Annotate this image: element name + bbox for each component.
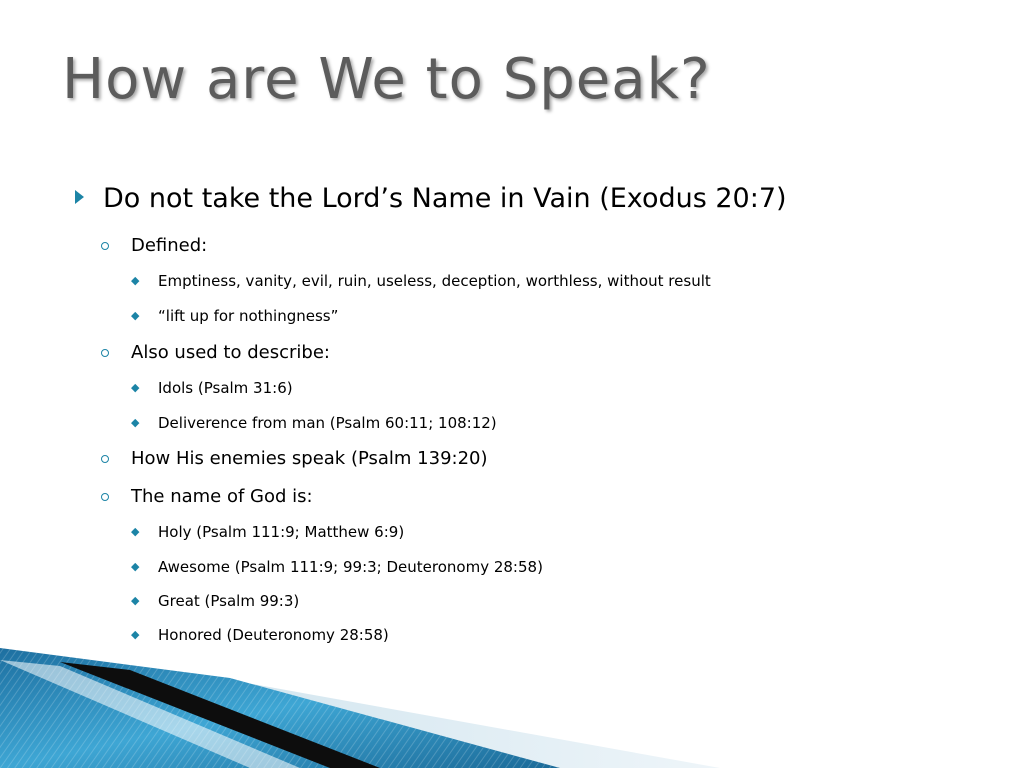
name-label: The name of God is: [131,486,313,507]
small-dot-icon: ◆ [131,560,140,573]
defined-label: Defined: [131,235,208,256]
small-dot-icon: ◆ [131,309,140,322]
name-item-text: Awesome (Psalm 111:9; 99:3; Deuteronomy 28:58) [158,558,543,576]
main-point-text: Do not take the Lord’s Name in Vain (Exodus 20:7) [103,183,787,214]
open-circle-icon [101,349,109,357]
small-dot-icon: ◆ [131,416,140,429]
name-item-text: Great (Psalm 99:3) [158,592,300,610]
open-circle-icon [101,493,109,501]
name-item-text: Honored (Deuteronomy 28:58) [158,626,389,644]
also-used-label: Also used to describe: [131,342,330,363]
small-dot-icon: ◆ [131,525,140,538]
open-circle-icon [101,455,109,463]
also-used-item-text: Idols (Psalm 31:6) [158,379,293,397]
triangle-right-icon [75,190,84,204]
small-dot-icon: ◆ [131,628,140,641]
open-circle-icon [101,242,109,250]
decorative-swoosh [0,600,1024,768]
defined-item-text: Emptiness, vanity, evil, ruin, useless, deception, worthless, without result [158,272,711,290]
enemies-label: How His enemies speak (Psalm 139:20) [131,448,488,469]
defined-item-text: “lift up for nothingness” [158,307,339,325]
slide-title: How are We to Speak? [62,47,711,112]
small-dot-icon: ◆ [131,274,140,287]
small-dot-icon: ◆ [131,594,140,607]
name-item-text: Holy (Psalm 111:9; Matthew 6:9) [158,523,405,541]
small-dot-icon: ◆ [131,381,140,394]
also-used-item-text: Deliverence from man (Psalm 60:11; 108:12) [158,414,497,432]
